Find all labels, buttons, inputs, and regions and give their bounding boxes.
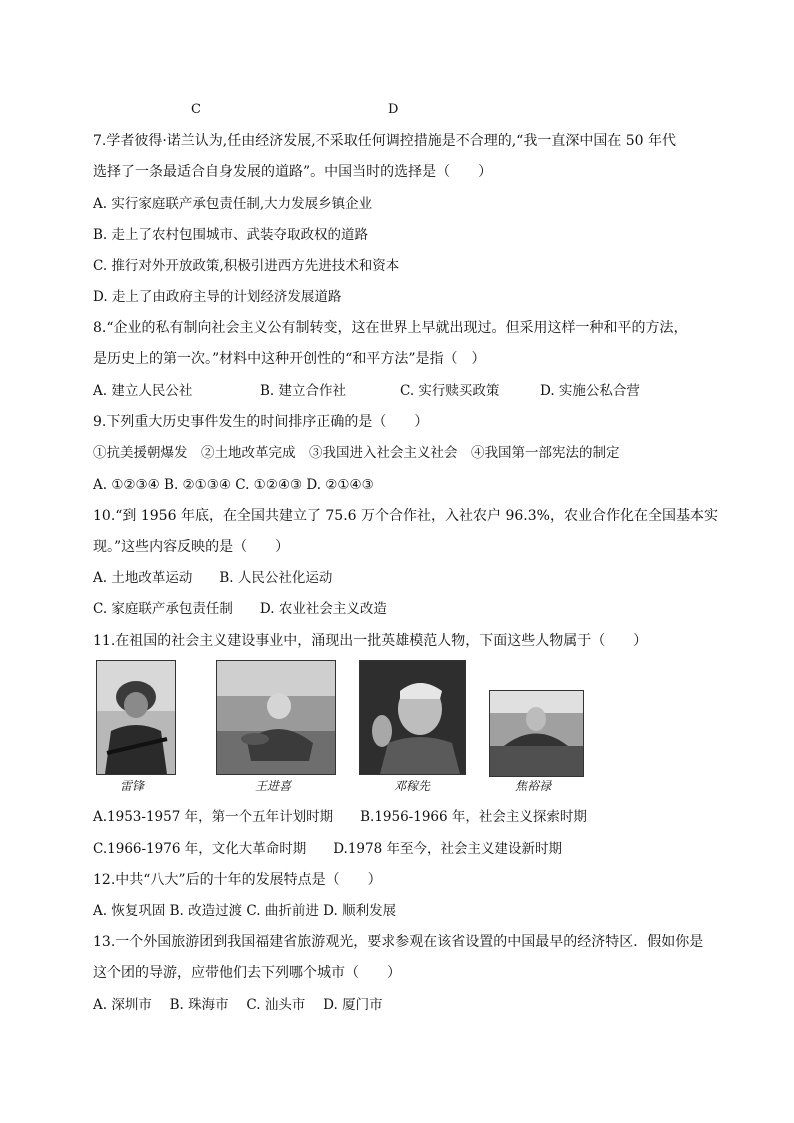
caption-wang-jinxi: 王进喜 <box>255 779 292 793</box>
q11-options-row1: A.1953-1957 年，第一个五年计划时期 B.1956-1966 年，社会主义探索时期 <box>93 809 587 825</box>
q7-stem-line2: 选择了一条最适合自身发展的道路”。中国当时的选择是（ ） <box>93 164 493 180</box>
q9-options: A. ①②③④ B. ②①③④ C. ①②④③ D. ②①④③ <box>93 477 374 493</box>
q9-stem: 9.下列重大历史事件发生的时间排序正确的是（ ） <box>93 414 429 430</box>
q8-option-c: C. 实行赎买政策 <box>400 383 500 399</box>
q8-option-a: A. 建立人民公社 <box>93 383 193 399</box>
q7-option-a: A. 实行家庭联产承包责任制,大力发展乡镇企业 <box>93 196 373 212</box>
q13-options: A. 深圳市 B. 珠海市 C. 汕头市 D. 厦门市 <box>93 997 383 1013</box>
q13-stem-line2: 这个团的导游，应带他们去下列哪个城市（ ） <box>93 965 401 981</box>
q7-option-d: D. 走上了由政府主导的计划经济发展道路 <box>93 289 342 305</box>
q10-stem-line2: 现。”这些内容反映的是（ ） <box>93 539 290 555</box>
q10-options-row1: A. 土地改革运动 B. 人民公社化运动 <box>93 570 333 586</box>
q11-stem: 11.在祖国的社会主义建设事业中，涌现出一批英雄模范人物，下面这些人物属于（ ） <box>93 633 648 649</box>
photo-jiao-yulu <box>489 690 584 777</box>
q10-options-row2: C. 家庭联产承包责任制 D. 农业社会主义改造 <box>93 601 387 617</box>
q11-options-row2: C.1966-1976 年，文化大革命时期 D.1978 年至今，社会主义建设新时期 <box>93 841 562 857</box>
q13-stem-line1: 13.一个外国旅游团到我国福建省旅游观光，要求参观在该省设置的中国最早的经济特区．假如你是 <box>93 934 704 950</box>
q7-option-b: B. 走上了农村包围城市、武装夺取政权的道路 <box>93 227 369 243</box>
photo-wang-jinxi <box>216 660 336 775</box>
option-d-label: D <box>388 102 399 117</box>
q8-option-d: D. 实施公私合营 <box>540 383 640 399</box>
option-c-label: C <box>191 102 201 117</box>
q9-events: ①抗美援朝爆发 ②土地改革完成 ③我国进入社会主义社会 ④我国第一部宪法的制定 <box>93 445 620 461</box>
q8-option-b: B. 建立合作社 <box>260 383 347 399</box>
q7-option-c: C. 推行对外开放政策,积极引进西方先进技术和资本 <box>93 258 400 274</box>
q7-stem-line1: 7.学者彼得·诺兰认为,任由经济发展,不采取任何调控措施是不合理的,“我一直深中国在 50 年代 <box>93 133 677 149</box>
q10-stem-line1: 10.“到 1956 年底，在全国共建立了 75.6 万个合作社，入社农户 96.3%，农业合作化在全国基本实 <box>93 508 718 524</box>
q12-options: A. 恢复巩固 B. 改造过渡 C. 曲折前进 D. 顺利发展 <box>93 903 397 919</box>
q8-stem-line1: 8.“企业的私有制向社会主义公有制转变，这在世界上早就出现过。但采用这样一种和平的方法， <box>93 320 688 336</box>
caption-deng-jiaxian: 邓稼先 <box>394 779 431 793</box>
caption-jiao-yulu: 焦裕禄 <box>515 779 552 793</box>
q8-stem-line2: 是历史上的第一次。”材料中这种开创性的“和平方法”是指（ ） <box>93 351 486 367</box>
photo-deng-jiaxian <box>359 660 466 775</box>
caption-lei-feng: 雷锋 <box>120 779 145 793</box>
photo-lei-feng <box>96 660 176 775</box>
q12-stem: 12.中共“八大”后的十年的发展特点是（ ） <box>93 872 382 888</box>
